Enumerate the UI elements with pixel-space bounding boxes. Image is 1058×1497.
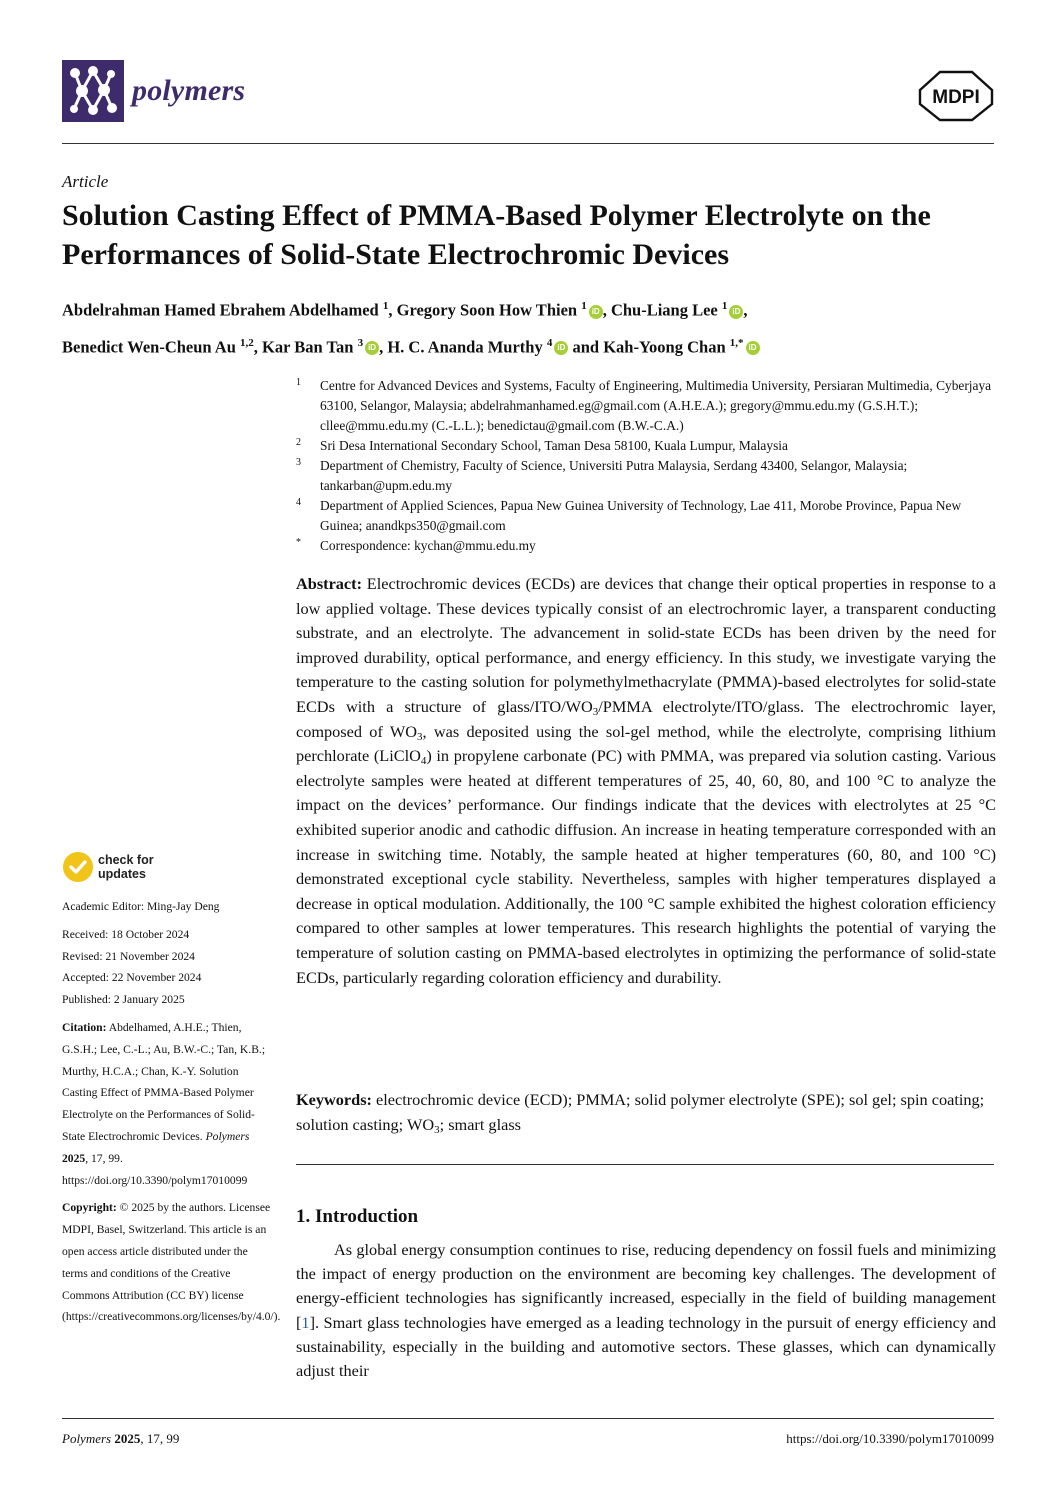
affiliation-item — [296, 436, 996, 456]
abstract-rule — [296, 1164, 994, 1165]
affiliations — [296, 376, 996, 556]
affiliation-number: 3 — [296, 457, 301, 468]
abstract-label: Abstract: — [296, 574, 363, 593]
affiliation-item — [296, 456, 996, 496]
affiliation-number: 4 — [296, 497, 301, 508]
author-affiliation-mark: 1,* — [729, 336, 744, 349]
affiliation-item — [296, 376, 996, 436]
author-affiliation-mark: 1 — [721, 300, 728, 312]
author-affiliation-mark: 4 — [546, 336, 553, 349]
article-type: Article — [62, 172, 109, 191]
received-date: Received: 18 October 2024 — [62, 927, 190, 941]
orcid-icon[interactable]: iD — [729, 305, 743, 319]
mdpi-logo-icon — [918, 70, 994, 122]
keywords-label: Keywords: — [296, 1090, 372, 1109]
affiliation-item — [296, 496, 996, 536]
intro-paragraph: As global energy consumption continues to rise, reducing dependency on fossil fuels and minimizing the impact of energy production on the environment are becoming key challenges. The development of energy-efficient technologies has significantly increased, especially in the field of building management [1]. Smart glass technologies have emerged as a leading technology in the pursuit of energy efficiency and sustainability, especially in the building and automotive sectors. These glasses, which can dynamically adjust their — [296, 1240, 996, 1381]
author-name: Kah-Yoong Chan — [603, 337, 726, 356]
orcid-icon[interactable]: iD — [589, 305, 603, 319]
affiliation-number: 2 — [296, 437, 301, 448]
author-name: Gregory Soon How Thien — [396, 300, 578, 320]
footer-doi-link[interactable]: https://doi.org/10.3390/polym17010099 — [786, 1431, 994, 1446]
author-name: Benedict Wen-Cheun Au — [62, 337, 236, 356]
mdpi-logo-text: MDPI — [932, 87, 980, 108]
article-title: Solution Casting Effect of PMMA-Based Polymer Electrolyte on the Performances of Solid-State Electrochromic Devices — [62, 199, 931, 271]
affiliation-number: * — [296, 537, 301, 548]
citation: Citation: Abdelhamed, A.H.E.; Thien, G.S.H.; Lee, C.-L.; Au, B.W.-C.; Tan, K.B.; Murthy, H.C.A.; Chan, K.-Y. Solution Casting Effect of PMMA-Based Polymer Electrolyte on the Performances of Solid-State Electrochromic Devices. Polymers 2025, 17, 99. https://doi.org/10.3390/polym17010099 — [62, 1020, 266, 1187]
published-date: Published: 2 January 2025 — [62, 993, 185, 1007]
revised-date: Revised: 21 November 2024 — [62, 949, 195, 963]
section-heading: 1. Introduction — [296, 1206, 419, 1227]
authors-and: and — [572, 337, 600, 356]
orcid-icon[interactable]: iD — [746, 341, 760, 355]
author-affiliation-mark: 3 — [357, 336, 364, 349]
check-for-updates-badge[interactable] — [62, 851, 182, 887]
affiliation-text: Sri Desa International Secondary School, Taman Desa 58100, Kuala Lumpur, Malaysia — [320, 438, 788, 453]
abstract: Abstract: Electrochromic devices (ECDs) are devices that change their optical properties in response to a low applied voltage. These devices typically consist of an electrochromic layer, a transparent conducting substrate, and an electrolyte. The advancement in solid-state ECDs has been driven by the need for improved durability, optical performance, and energy efficiency. In this study, we investigate varying the temperature to the casting solution for polymethylmethacrylate (PMMA)-based electrolytes for solid-state ECDs with a structure of glass/$ITO/WO_3$/PMMA electrolyte/ITO/glass. The electrochromic layer, composed of $WO_3$, was deposited using the sol-gel method, while the electrolyte, comprising lithium perchlorate (LiClO$_4$) in propylene carbonate (PC) with PMMA, was prepared via solution casting. Various electrolyte samples were heated at different temperatures of 25, 40, 60, 80, and 100 °C to analyze the impact on the devices’ performance. Our findings indicate that the devices with electrolytes at 25 °C exhibited superior anodic and cathodic diffusion. An increase in heating temperature corresponded with an increase in switching time. Notably, the sample heated at higher temperatures (60, 80, and 100 °C) demonstrated exceptional cycle stability. Nevertheless, samples with higher temperatures displayed a decrease in optical modulation. Additionally, the 100 °C sample exhibited the highest coloration efficiency compared to other samples at lower temperatures. This research highlights the potential of varying the temperature of solution casting on PMMA-based electrolytes in optimizing the performance of solid-state ECDs, particularly regarding coloration efficiency and durability. — [296, 574, 996, 987]
polymers-logo-icon — [62, 60, 124, 122]
article-info-sidebar — [62, 896, 281, 1334]
affiliation-text: Correspondence: kychan@mmu.edu.my — [320, 538, 536, 553]
affiliation-text: Centre for Advanced Devices and Systems, Faculty of Engineering, Multimedia University, Persiaran Multimedia, Cyberjaya 63100, Selangor, Malaysia; abdelrahmanhamed.eg@gmail.com (A.H.E.A.); gregory@mmu.edu.my (G.S.H.T.); cllee@mmu.edu.my (C.-L.L.); benedictau@gmail.com (B.W.-C.A.) — [320, 378, 992, 433]
affiliation-item — [296, 536, 996, 556]
header-rule — [62, 143, 994, 144]
keywords: Keywords: electrochromic device (ECD); PMMA; solid polymer electrolyte (SPE); sol gel; spin coating; solution casting; $WO_3$; smart glass — [296, 1090, 985, 1136]
academic-editor: Academic Editor: Ming-Jay Deng — [62, 900, 220, 913]
author-name: Kar Ban Tan — [262, 337, 354, 356]
journal-name: polymers — [132, 74, 246, 107]
footer-rule — [62, 1418, 994, 1419]
check-updates-text: check for updates — [98, 853, 154, 881]
affiliation-number: 1 — [296, 377, 301, 388]
author-affiliation-mark: 1 — [382, 300, 389, 312]
author-affiliation-mark: 1 — [581, 300, 587, 312]
affiliation-text: Department of Chemistry, Faculty of Science, Universiti Putra Malaysia, Serdang 43400, Selangor, Malaysia; tankarban@upm.edu.my — [320, 458, 908, 493]
author-name: Chu-Liang Lee — [610, 300, 718, 320]
orcid-icon[interactable]: iD — [365, 341, 379, 355]
author-name: H. C. Ananda Murthy — [387, 337, 543, 356]
author-affiliation-mark: 1,2 — [240, 336, 254, 349]
orcid-icon[interactable]: iD — [554, 341, 568, 355]
footer-citation: Polymers 2025, 17, 99 — [62, 1431, 180, 1446]
reference-link[interactable]: 1 — [301, 1312, 310, 1332]
author-name: Abdelrahman Hamed Ebrahem Abdelhamed — [62, 300, 379, 320]
author-list: Abdelrahman Hamed Ebrahem Abdelhamed $^1$, Gregory Soon How Thien $^1$ iD , Chu-Liang Lee $^1$ iD , Benedict Wen-Cheun Au $^{1,2}$, Kar Ban Tan $^3$ iD , H. C. Ananda Murthy $^4$ iD and Kah-Yoong Chan $^{1,*}$ iD — [62, 290, 1002, 363]
accepted-date: Accepted: 22 November 2024 — [62, 971, 202, 985]
check-updates-icon — [62, 851, 94, 883]
copyright: Copyright: © 2025 by the authors. Licensee MDPI, Basel, Switzerland. This article is an open access article distributed under the terms and conditions of the Creative Commons Attribution (CC BY) license (https://creativecommons.org/licenses/by/4.0/). — [62, 1201, 281, 1324]
affiliation-text: Department of Applied Sciences, Papua New Guinea University of Technology, Lae 411, Morobe Province, Papua New Guinea; anandkps350@gmail.com — [320, 498, 962, 533]
